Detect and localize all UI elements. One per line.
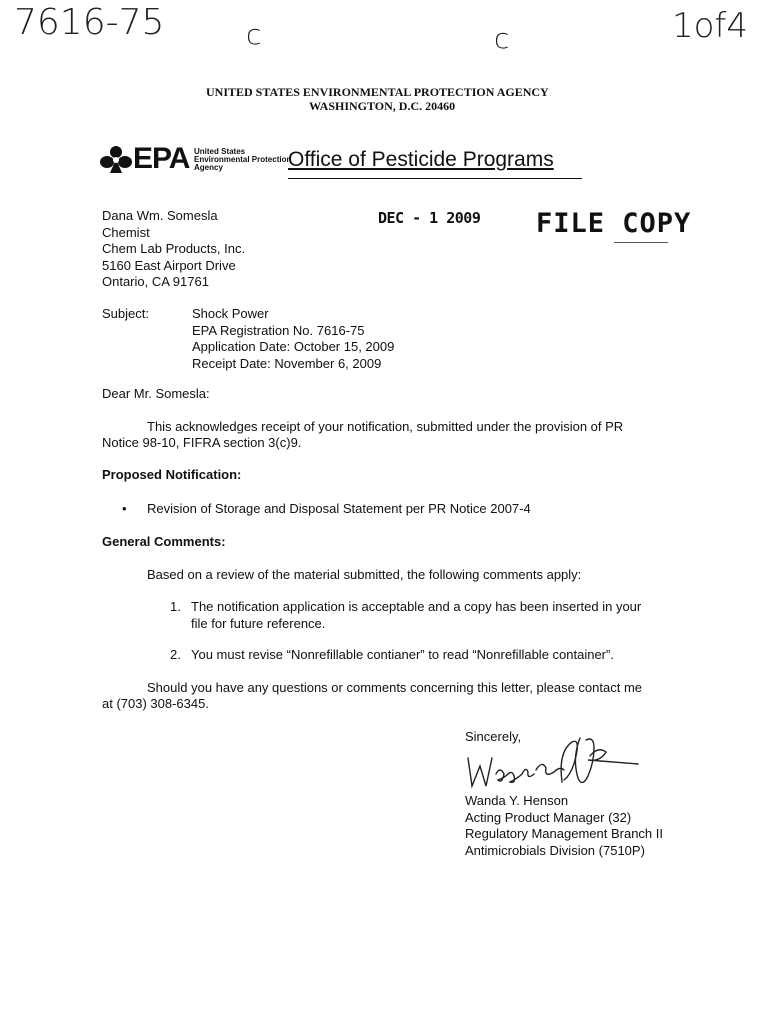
file-copy-underline: [614, 242, 668, 243]
epa-flower-icon: [100, 145, 132, 173]
salutation: Dear Mr. Somesla:: [102, 386, 210, 401]
signatory-block: [465, 793, 663, 859]
handwritten-page-count: 1of4: [672, 6, 749, 46]
signatory-branch: Regulatory Management Branch II: [465, 826, 663, 841]
subject-application-date: Application Date: October 15, 2009: [192, 339, 395, 354]
proposed-bullet: Revision of Storage and Disposal Statement per PR Notice 2007-4: [147, 501, 531, 516]
agency-descriptor-line-2: Environmental Protection: [194, 155, 292, 164]
intro-line-2: Notice 98-10, FIFRA section 3(c)9.: [102, 435, 302, 450]
comment-1-line-1: The notification application is acceptable and a copy has been inserted in your: [191, 599, 642, 614]
handwritten-mark-right: c: [494, 22, 510, 55]
agency-location: WASHINGTON, D.C. 20460: [309, 99, 456, 113]
recipient-city: Ontario, CA 91761: [102, 274, 209, 289]
date-stamp: DEC - 1 2009: [378, 209, 481, 227]
recipient-company: Chem Lab Products, Inc.: [102, 241, 246, 256]
agency-descriptor: [194, 148, 291, 172]
file-copy-stamp: FILE COPY: [536, 208, 692, 239]
office-title: Office of Pesticide Programs: [288, 148, 554, 171]
closing-line-1: Should you have any questions or comments concerning this letter, please contact me: [147, 680, 643, 695]
intro-line-1: This acknowledges receipt of your notification, submitted under the provision of PR: [147, 419, 624, 434]
signatory-name: Wanda Y. Henson: [465, 793, 569, 808]
handwritten-registration-number: 7616-75: [14, 2, 165, 43]
recipient-street: 5160 East Airport Drive: [102, 257, 236, 273]
handwritten-mark-left: c: [246, 18, 262, 51]
recipient-name: Dana Wm. Somesla: [102, 208, 218, 223]
general-heading: General Comments:: [102, 534, 226, 549]
agency-descriptor-line-1: United States: [194, 147, 246, 156]
bullet-marker: •: [122, 501, 127, 516]
recipient-address: [102, 208, 245, 291]
subject-registration: EPA Registration No. 7616-75: [192, 322, 365, 338]
comment-2-number: 2.: [170, 647, 181, 662]
comment-1-number: 1.: [170, 599, 181, 614]
agency-name: UNITED STATES ENVIRONMENTAL PROTECTION AGENCY: [206, 85, 549, 99]
subject-details: [192, 306, 394, 372]
office-title-rule: [288, 178, 582, 179]
handwritten-signature: [462, 730, 642, 794]
signatory-title: Acting Product Manager (32): [465, 809, 632, 825]
closing-line-2: at (703) 308-6345.: [102, 696, 209, 711]
signatory-division: Antimicrobials Division (7510P): [465, 842, 645, 858]
comment-1-text: [191, 599, 641, 632]
subject-label: Subject:: [102, 306, 149, 321]
comment-2-text: You must revise “Nonrefillable contianer” to read “Nonrefillable container”.: [191, 647, 614, 662]
subject-receipt-date: Receipt Date: November 6, 2009: [192, 355, 382, 371]
agency-descriptor-line-3: Agency: [194, 163, 223, 172]
epa-logo-text: EPA: [133, 142, 190, 175]
recipient-title: Chemist: [102, 224, 150, 240]
subject-product: Shock Power: [192, 306, 269, 321]
valediction: Sincerely,: [465, 729, 522, 744]
proposed-heading: Proposed Notification:: [102, 467, 242, 482]
general-lead: Based on a review of the material submitted, the following comments apply:: [147, 567, 582, 582]
comment-1-line-2: file for future reference.: [191, 615, 326, 631]
